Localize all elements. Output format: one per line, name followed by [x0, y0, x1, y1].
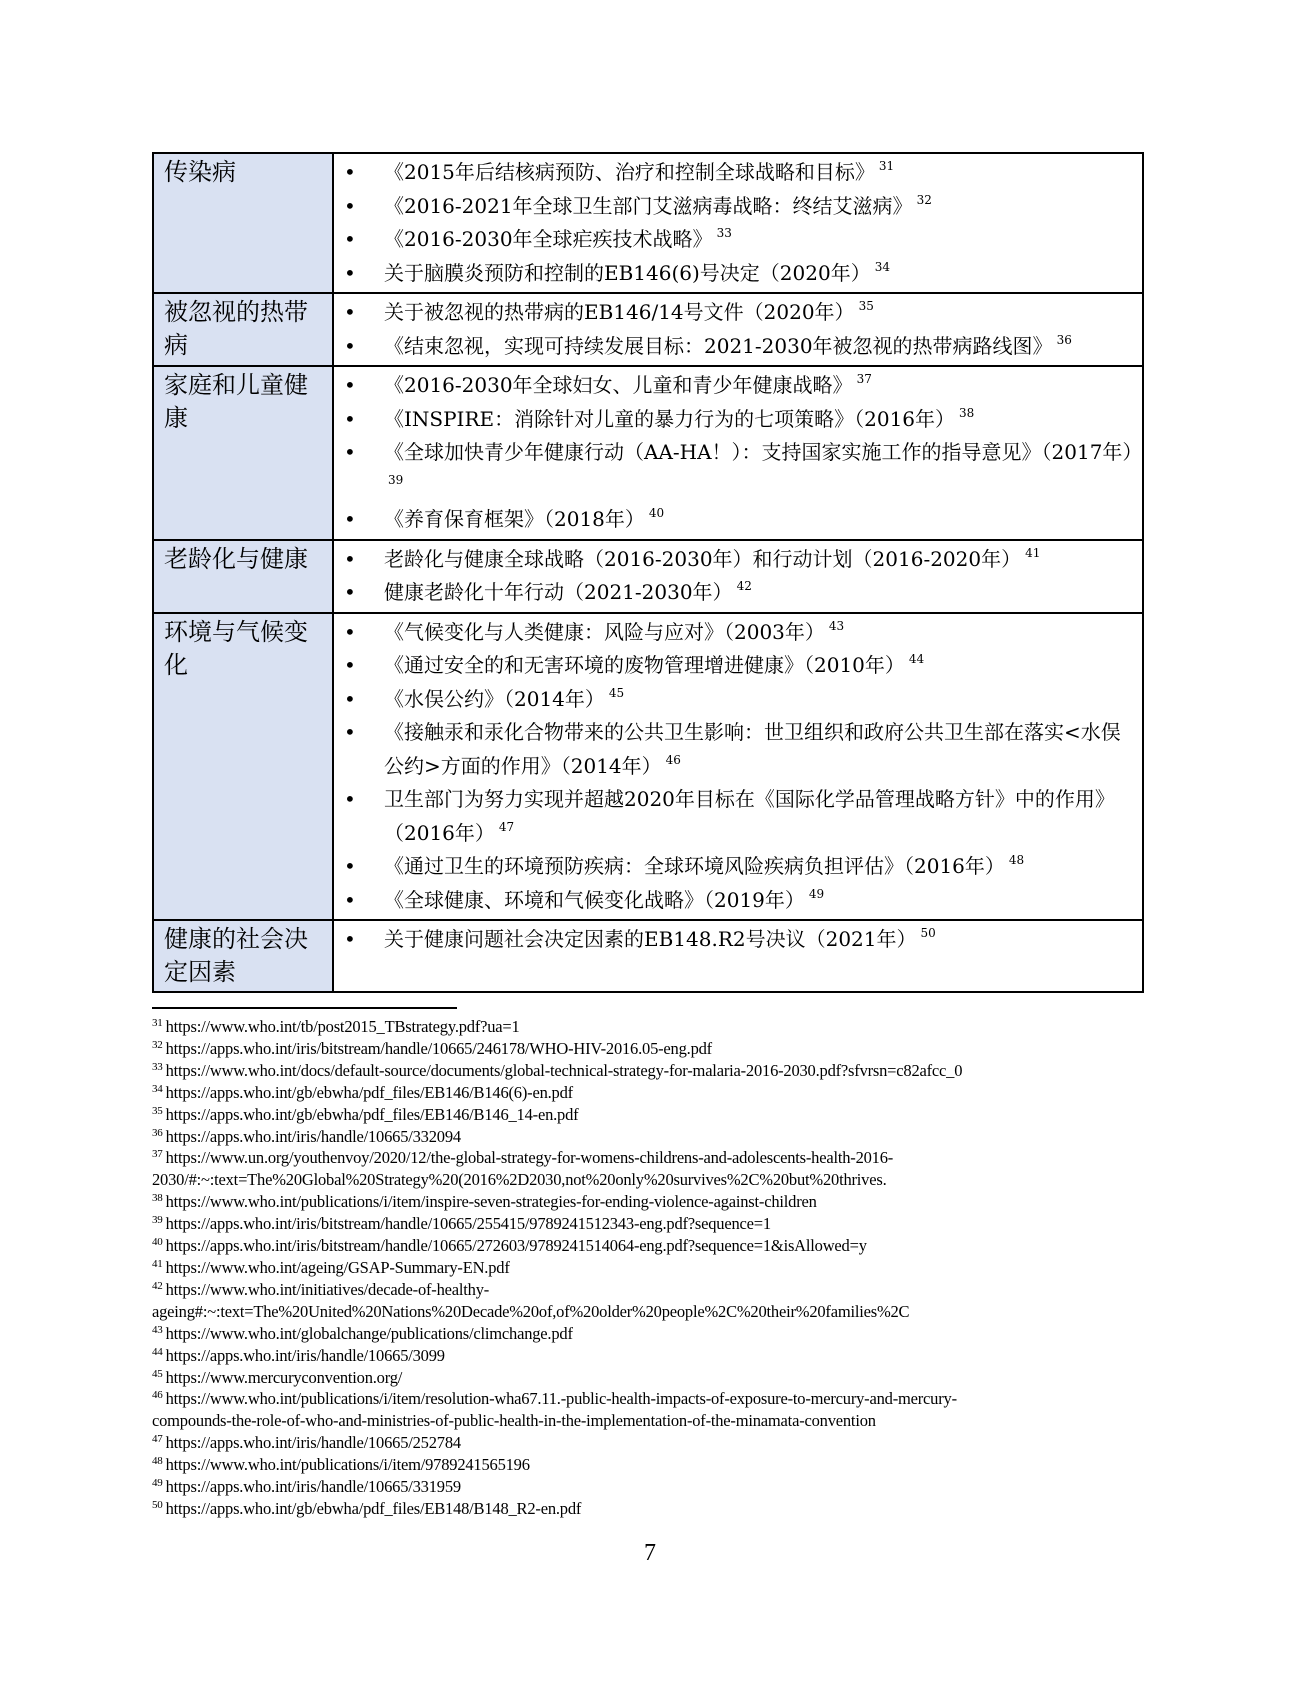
list-item — [340, 156, 1134, 190]
footnote-line[interactable] — [152, 1432, 1152, 1454]
strategy-table — [152, 152, 1144, 993]
footnote-url[interactable]: https://www.who.int/docs/default-source/documents/global-technical-strategy-for-malaria-2016-2030.pdf?sfvrsn=c82afcc_0 — [165, 1060, 963, 1080]
footnote-ref[interactable]: 45 — [608, 685, 625, 700]
category-cell: 被忽视的热带病 — [153, 293, 333, 366]
items-cell — [333, 613, 1143, 921]
footnote-ref[interactable]: 36 — [1056, 332, 1072, 347]
footnote-line[interactable] — [152, 1082, 1152, 1104]
footnote-url[interactable]: compounds-the-role-of-who-and-ministries-of-public-health-in-the-implementation-of-the-minamata-convention — [152, 1411, 876, 1431]
footnote-url[interactable]: https://www.who.int/publications/i/item/inspire-seven-strategies-for-ending-violence-against-children — [165, 1192, 817, 1212]
footnote-ref[interactable]: 33 — [716, 226, 732, 240]
footnote-entry — [152, 1257, 1152, 1279]
item-text: 《2015年后结核病预防、治疗和控制全球战略和目标》 — [384, 160, 875, 184]
footnote-entry — [152, 1191, 1152, 1213]
footnote-line[interactable] — [152, 1147, 1152, 1169]
table-row — [153, 293, 1143, 366]
table-row — [153, 920, 1143, 992]
footnote-number: 35 — [152, 1104, 163, 1117]
footnote-ref[interactable]: 39 — [388, 472, 404, 487]
footnote-number: 34 — [152, 1082, 163, 1095]
footnote-ref[interactable]: 35 — [858, 299, 874, 313]
footnote-number: 38 — [152, 1192, 163, 1205]
footnote-ref[interactable]: 34 — [874, 259, 890, 274]
table-row — [153, 613, 1143, 921]
footnote-entry — [152, 1279, 1152, 1323]
footnote-ref[interactable]: 38 — [959, 405, 975, 420]
footnote-line[interactable] — [152, 1498, 1152, 1520]
item-text: 《全球健康、环境和气候变化战略》（2019年） — [384, 887, 805, 912]
footnote-url[interactable]: https://apps.who.int/iris/handle/10665/331959 — [165, 1477, 461, 1497]
footnote-url[interactable]: https://www.who.int/initiatives/decade-of-healthy- — [165, 1279, 490, 1299]
footnote-url[interactable]: https://apps.who.int/gb/ebwha/pdf_files/EB146/B146_14-en.pdf — [165, 1104, 579, 1124]
footnote-entry — [152, 1323, 1152, 1345]
footnote-url[interactable]: https://www.who.int/globalchange/publications/climchange.pdf — [165, 1323, 573, 1343]
footnote-ref[interactable]: 42 — [736, 579, 752, 593]
bullet-list — [340, 369, 1143, 537]
footnote-line[interactable] — [152, 1016, 1152, 1038]
footnote-url[interactable]: https://www.mercuryconvention.org/ — [165, 1367, 403, 1387]
item-text: 老龄化与健康全球战略（2016-2030年）和行动计划（2016-2020年） — [384, 546, 1022, 571]
footnote-entry — [152, 1147, 1152, 1191]
item-text: 《气候变化与人类健康：风险与应对》（2003年） — [384, 619, 825, 644]
footnote-number: 40 — [152, 1236, 163, 1249]
footnote-line[interactable] — [152, 1410, 1152, 1432]
footnote-number: 49 — [152, 1477, 163, 1490]
footnote-entry — [152, 1498, 1152, 1520]
footnote-ref[interactable]: 41 — [1025, 545, 1041, 560]
footnote-entry — [152, 1432, 1152, 1454]
footnote-entry — [152, 1016, 1152, 1038]
footnote-url[interactable]: https://apps.who.int/iris/handle/10665/332094 — [165, 1126, 461, 1146]
list-item — [340, 783, 1134, 850]
footnote-line[interactable] — [152, 1301, 1152, 1323]
footnote-number: 43 — [152, 1323, 163, 1336]
footnote-url[interactable]: https://www.who.int/ageing/GSAP-Summary-EN.pdf — [165, 1257, 510, 1277]
list-item — [340, 884, 1134, 918]
footnote-number: 47 — [152, 1433, 163, 1446]
footnote-entry — [152, 1038, 1152, 1060]
item-text: 《养育保育框架》（2018年） — [384, 507, 645, 531]
footnote-number: 50 — [152, 1498, 163, 1511]
footnote-url[interactable]: https://www.who.int/publications/i/item/resolution-wha67.11.-public-health-impacts-of-exposure-to-mercury-and-mercury- — [165, 1389, 957, 1409]
footnote-line[interactable] — [152, 1213, 1152, 1235]
list-item — [340, 649, 1134, 683]
items-cell — [333, 366, 1143, 540]
footnote-number: 41 — [152, 1257, 163, 1270]
footnote-number: 48 — [152, 1455, 163, 1468]
list-item — [340, 543, 1134, 577]
footnote-url[interactable]: https://apps.who.int/iris/bitstream/handle/10665/246178/WHO-HIV-2016.05-eng.pdf — [165, 1038, 712, 1058]
footnote-number: 46 — [152, 1389, 163, 1402]
footnote-number: 36 — [152, 1126, 163, 1139]
footnote-number: 33 — [152, 1060, 163, 1073]
footnote-entry — [152, 1104, 1152, 1126]
items-cell — [333, 153, 1143, 293]
footnote-ref[interactable]: 43 — [828, 618, 845, 633]
list-item — [340, 436, 1143, 503]
footnotes — [152, 1016, 1152, 1520]
items-cell — [333, 540, 1143, 613]
item-text: 《2016-2030年全球疟疾技术战略》 — [384, 227, 713, 251]
footnote-ref[interactable]: 46 — [665, 752, 681, 767]
page-number: 7 — [644, 1540, 656, 1566]
footnote-ref[interactable]: 32 — [916, 192, 932, 207]
list-item — [340, 403, 1134, 437]
footnote-entry — [152, 1235, 1152, 1257]
footnote-number: 42 — [152, 1279, 163, 1292]
footnote-entry — [152, 1082, 1152, 1104]
category-cell: 传染病 — [153, 153, 333, 293]
footnote-line[interactable] — [152, 1060, 1152, 1082]
item-text: 《全球加快青少年健康行动（AA-HA！）：支持国家实施工作的指导意见》（2017年） — [384, 440, 1143, 464]
footnote-entry — [152, 1213, 1152, 1235]
table-row — [153, 540, 1143, 613]
footnote-url[interactable]: https://apps.who.int/gb/ebwha/pdf_files/EB146/B146(6)-en.pdf — [165, 1082, 573, 1102]
footnote-line[interactable] — [152, 1454, 1152, 1476]
footnote-entry — [152, 1388, 1152, 1432]
footnote-entry — [152, 1126, 1152, 1148]
category-cell: 健康的社会决定因素 — [153, 920, 333, 992]
item-text: 《通过安全的和无害环境的废物管理增进健康》（2010年） — [384, 653, 905, 677]
bullet-list — [340, 156, 1134, 290]
footnote-number: 32 — [152, 1038, 163, 1051]
footnote-number: 39 — [152, 1214, 163, 1227]
footnote-url[interactable]: https://apps.who.int/gb/ebwha/pdf_files/EB148/B148_R2-en.pdf — [165, 1498, 582, 1518]
footnote-url[interactable]: ageing#:~:text=The%20United%20Nations%20Decade%20of,of%20older%20people%2C%20their%20families%2C — [152, 1301, 910, 1321]
footnote-entry — [152, 1060, 1152, 1082]
item-text: 关于脑膜炎预防和控制的EB146(6)号决定（2020年） — [384, 260, 871, 285]
footnote-entry — [152, 1367, 1152, 1389]
footnote-entry — [152, 1345, 1152, 1367]
table-row — [153, 366, 1143, 540]
footnote-line[interactable] — [152, 1257, 1152, 1279]
footnote-line[interactable] — [152, 1169, 1152, 1191]
list-item — [340, 257, 1134, 291]
footnote-line[interactable] — [152, 1367, 1152, 1389]
bullet-list — [340, 296, 1134, 363]
bullet-list — [340, 616, 1134, 918]
footnote-line[interactable] — [152, 1476, 1152, 1498]
footnote-number: 44 — [152, 1345, 163, 1358]
bullet-list — [340, 543, 1134, 610]
footnote-ref[interactable]: 49 — [808, 886, 825, 901]
item-text: 《通过卫生的环境预防疾病：全球环境风险疾病负担评估》（2016年） — [384, 854, 1005, 878]
category-cell: 家庭和儿童健康 — [153, 366, 333, 540]
footnote-ref[interactable]: 48 — [1008, 853, 1025, 867]
footnote-line[interactable] — [152, 1104, 1152, 1126]
list-item — [340, 683, 1134, 717]
footnote-url[interactable]: https://apps.who.int/iris/bitstream/handle/10665/255415/9789241512343-eng.pdf?sequence=1 — [165, 1214, 771, 1234]
footnote-ref[interactable]: 44 — [908, 652, 925, 666]
footnote-url[interactable]: 2030/#:~:text=The%20Global%20Strategy%20(2016%2D2030,not%20only%20survives%2C%20but%20thrives. — [152, 1170, 887, 1190]
list-item — [340, 616, 1134, 650]
list-item — [340, 503, 1134, 537]
footnote-line[interactable] — [152, 1388, 1152, 1410]
item-text: 《接触汞和汞化合物带来的公共卫生影响：世卫组织和政府公共卫生部在落实<水俣公约>方面的作用》（2014年） — [384, 720, 1121, 778]
list-item — [340, 369, 1134, 403]
item-text: 《2016-2030年全球妇女、儿童和青少年健康战略》 — [384, 373, 853, 397]
item-text: 关于被忽视的热带病的EB146/14号文件（2020年） — [384, 300, 855, 324]
item-text: 《2016-2021年全球卫生部门艾滋病毒战略：终结艾滋病》 — [384, 193, 913, 218]
category-cell: 老龄化与健康 — [153, 540, 333, 613]
footnote-line[interactable] — [152, 1126, 1152, 1148]
item-text: 关于健康问题社会决定因素的EB148.R2号决议（2021年） — [384, 927, 917, 951]
list-item — [340, 223, 1134, 257]
list-item — [340, 716, 1134, 783]
item-text: 卫生部门为努力实现并超越2020年目标在《国际化学品管理战略方针》中的作用》（2016年） — [384, 787, 1115, 845]
footnote-number: 45 — [152, 1367, 163, 1380]
list-item — [340, 850, 1134, 884]
list-item — [340, 923, 1134, 957]
item-text: 健康老龄化十年行动（2021-2030年） — [384, 580, 733, 604]
list-item — [340, 576, 1134, 610]
list-item — [340, 296, 1134, 330]
footnote-line[interactable] — [152, 1235, 1152, 1257]
footnote-number: 37 — [152, 1148, 163, 1161]
footnote-line[interactable] — [152, 1279, 1152, 1301]
footnote-ref[interactable]: 40 — [648, 506, 665, 520]
list-item — [340, 330, 1134, 364]
item-text: 《INSPIRE：消除针对儿童的暴力行为的七项策略》（2016年） — [384, 406, 956, 431]
footnote-ref[interactable]: 31 — [878, 159, 895, 173]
category-cell: 环境与气候变化 — [153, 613, 333, 921]
footnote-line[interactable] — [152, 1345, 1152, 1367]
footnote-separator — [152, 1007, 457, 1009]
footnote-line[interactable] — [152, 1323, 1152, 1345]
bullet-list — [340, 923, 1134, 957]
footnote-url[interactable]: https://apps.who.int/iris/handle/10665/3099 — [165, 1345, 445, 1365]
footnote-number: 31 — [152, 1017, 163, 1029]
footnote-ref[interactable]: 47 — [498, 819, 515, 834]
footnote-url[interactable]: https://apps.who.int/iris/bitstream/handle/10665/272603/9789241514064-eng.pdf?sequence=1&isAllowed=y — [165, 1236, 867, 1256]
items-cell — [333, 920, 1143, 992]
item-text: 《结束忽视，实现可持续发展目标：2021-2030年被忽视的热带病路线图》 — [384, 333, 1053, 358]
footnote-line[interactable] — [152, 1191, 1152, 1213]
footnote-url[interactable]: https://www.un.org/youthenvoy/2020/12/the-global-strategy-for-womens-childrens-and-adolescents-health-2016- — [165, 1148, 894, 1168]
item-text: 《水俣公约》（2014年） — [384, 686, 605, 711]
list-item — [340, 190, 1134, 224]
footnote-ref[interactable]: 37 — [856, 372, 872, 386]
footnote-url[interactable]: https://www.who.int/publications/i/item/9789241565196 — [165, 1455, 530, 1475]
footnote-line[interactable] — [152, 1038, 1152, 1060]
items-cell — [333, 293, 1143, 366]
footnote-entry — [152, 1476, 1152, 1498]
footnote-ref[interactable]: 50 — [920, 926, 936, 940]
table-row — [153, 153, 1143, 293]
footnote-entry — [152, 1454, 1152, 1476]
footnote-url[interactable]: https://www.who.int/tb/post2015_TBstrategy.pdf?ua=1 — [165, 1017, 520, 1036]
footnote-url[interactable]: https://apps.who.int/iris/handle/10665/252784 — [165, 1433, 461, 1453]
